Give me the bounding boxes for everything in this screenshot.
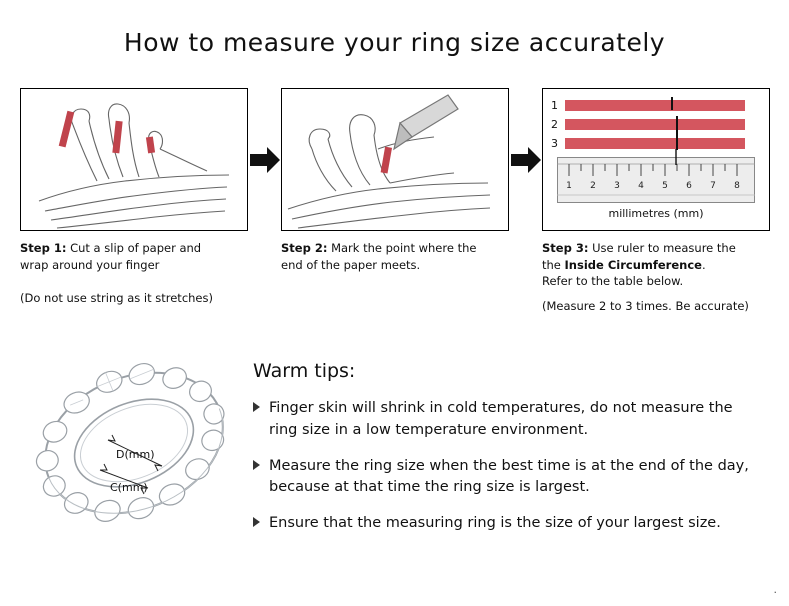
tip-2-text: Measure the ring size when the best time is at the end of the day, because at that time the ring size is largest. [269, 457, 749, 496]
hand-marking-paper-illustration [282, 89, 508, 230]
step-1-caption-line2: wrap around your finger [20, 257, 160, 272]
step-3 [542, 88, 770, 313]
step-1-note: (Do not use string as it stretches) [20, 291, 213, 306]
step-2-caption-line1: Mark the point where the [331, 241, 477, 255]
eternity-ring-graphic [22, 348, 247, 543]
svg-text:8: 8 [734, 181, 740, 191]
triangle-bullet-icon [253, 460, 260, 470]
tip-3-text: Ensure that the measuring ring is the size of your largest size. [269, 515, 721, 531]
measure-strip-2-number: 2 [551, 118, 558, 131]
ring-circumference-label: C(mm) [110, 481, 148, 494]
step-2 [281, 88, 509, 273]
svg-text:4: 4 [638, 181, 644, 191]
tip-item-2 [253, 456, 763, 500]
step-1-label: Step 1: [20, 241, 67, 255]
hand-with-paper-slip-illustration [21, 89, 247, 230]
step-3-caption-line3: Refer to the table below. [542, 274, 684, 289]
svg-text:2: 2 [590, 181, 596, 191]
svg-text:6: 6 [686, 181, 692, 191]
tip-item-1 [253, 398, 763, 442]
ring-diameter-label: D(mm) [116, 448, 155, 461]
triangle-bullet-icon [253, 402, 260, 412]
step-2-image [281, 88, 509, 231]
corner-mark: . [773, 583, 777, 596]
warm-tips-heading: Warm tips: [253, 360, 356, 382]
step-3-caption-line2: the Inside Circumference. [542, 257, 706, 272]
step-3-caption [542, 240, 770, 290]
measure-strip-3-number: 3 [551, 137, 558, 150]
step-2-label: Step 2: [281, 241, 328, 255]
svg-text:7: 7 [710, 181, 716, 191]
arrow-step1-to-step2 [248, 88, 281, 231]
step-1-caption [20, 240, 248, 273]
tip-item-3 [253, 513, 763, 535]
step-3-label: Step 3: [542, 241, 589, 255]
steps-row [20, 88, 770, 313]
step-3-note: (Measure 2 to 3 times. Be accurate) [542, 299, 749, 314]
page-title: How to measure your ring size accurately [123, 28, 666, 57]
step-1 [20, 88, 248, 305]
tip-1-text: Finger skin will shrink in cold temperatures, do not measure the ring size in a low temperature environment. [269, 400, 733, 438]
triangle-bullet-icon [253, 517, 260, 527]
step-2-caption [281, 240, 509, 273]
arrow-step2-to-step3 [509, 88, 542, 231]
svg-text:1: 1 [566, 181, 572, 191]
ring-illustration [22, 348, 247, 543]
step-3-image [542, 88, 770, 231]
step-3-emphasis: Inside Circumference [564, 257, 702, 272]
step-2-caption-line2: end of the paper meets. [281, 257, 421, 272]
measure-strip-1-number: 1 [551, 99, 558, 112]
svg-text:5: 5 [662, 181, 668, 191]
ruler-unit-caption: millimetres (mm) [608, 207, 704, 220]
step-1-caption-line1: Cut a slip of paper and [70, 241, 202, 255]
step-3-caption-line1: Use ruler to measure the [592, 241, 736, 255]
warm-tips-section [253, 360, 763, 549]
step-1-image [20, 88, 248, 231]
svg-text:3: 3 [614, 181, 620, 191]
